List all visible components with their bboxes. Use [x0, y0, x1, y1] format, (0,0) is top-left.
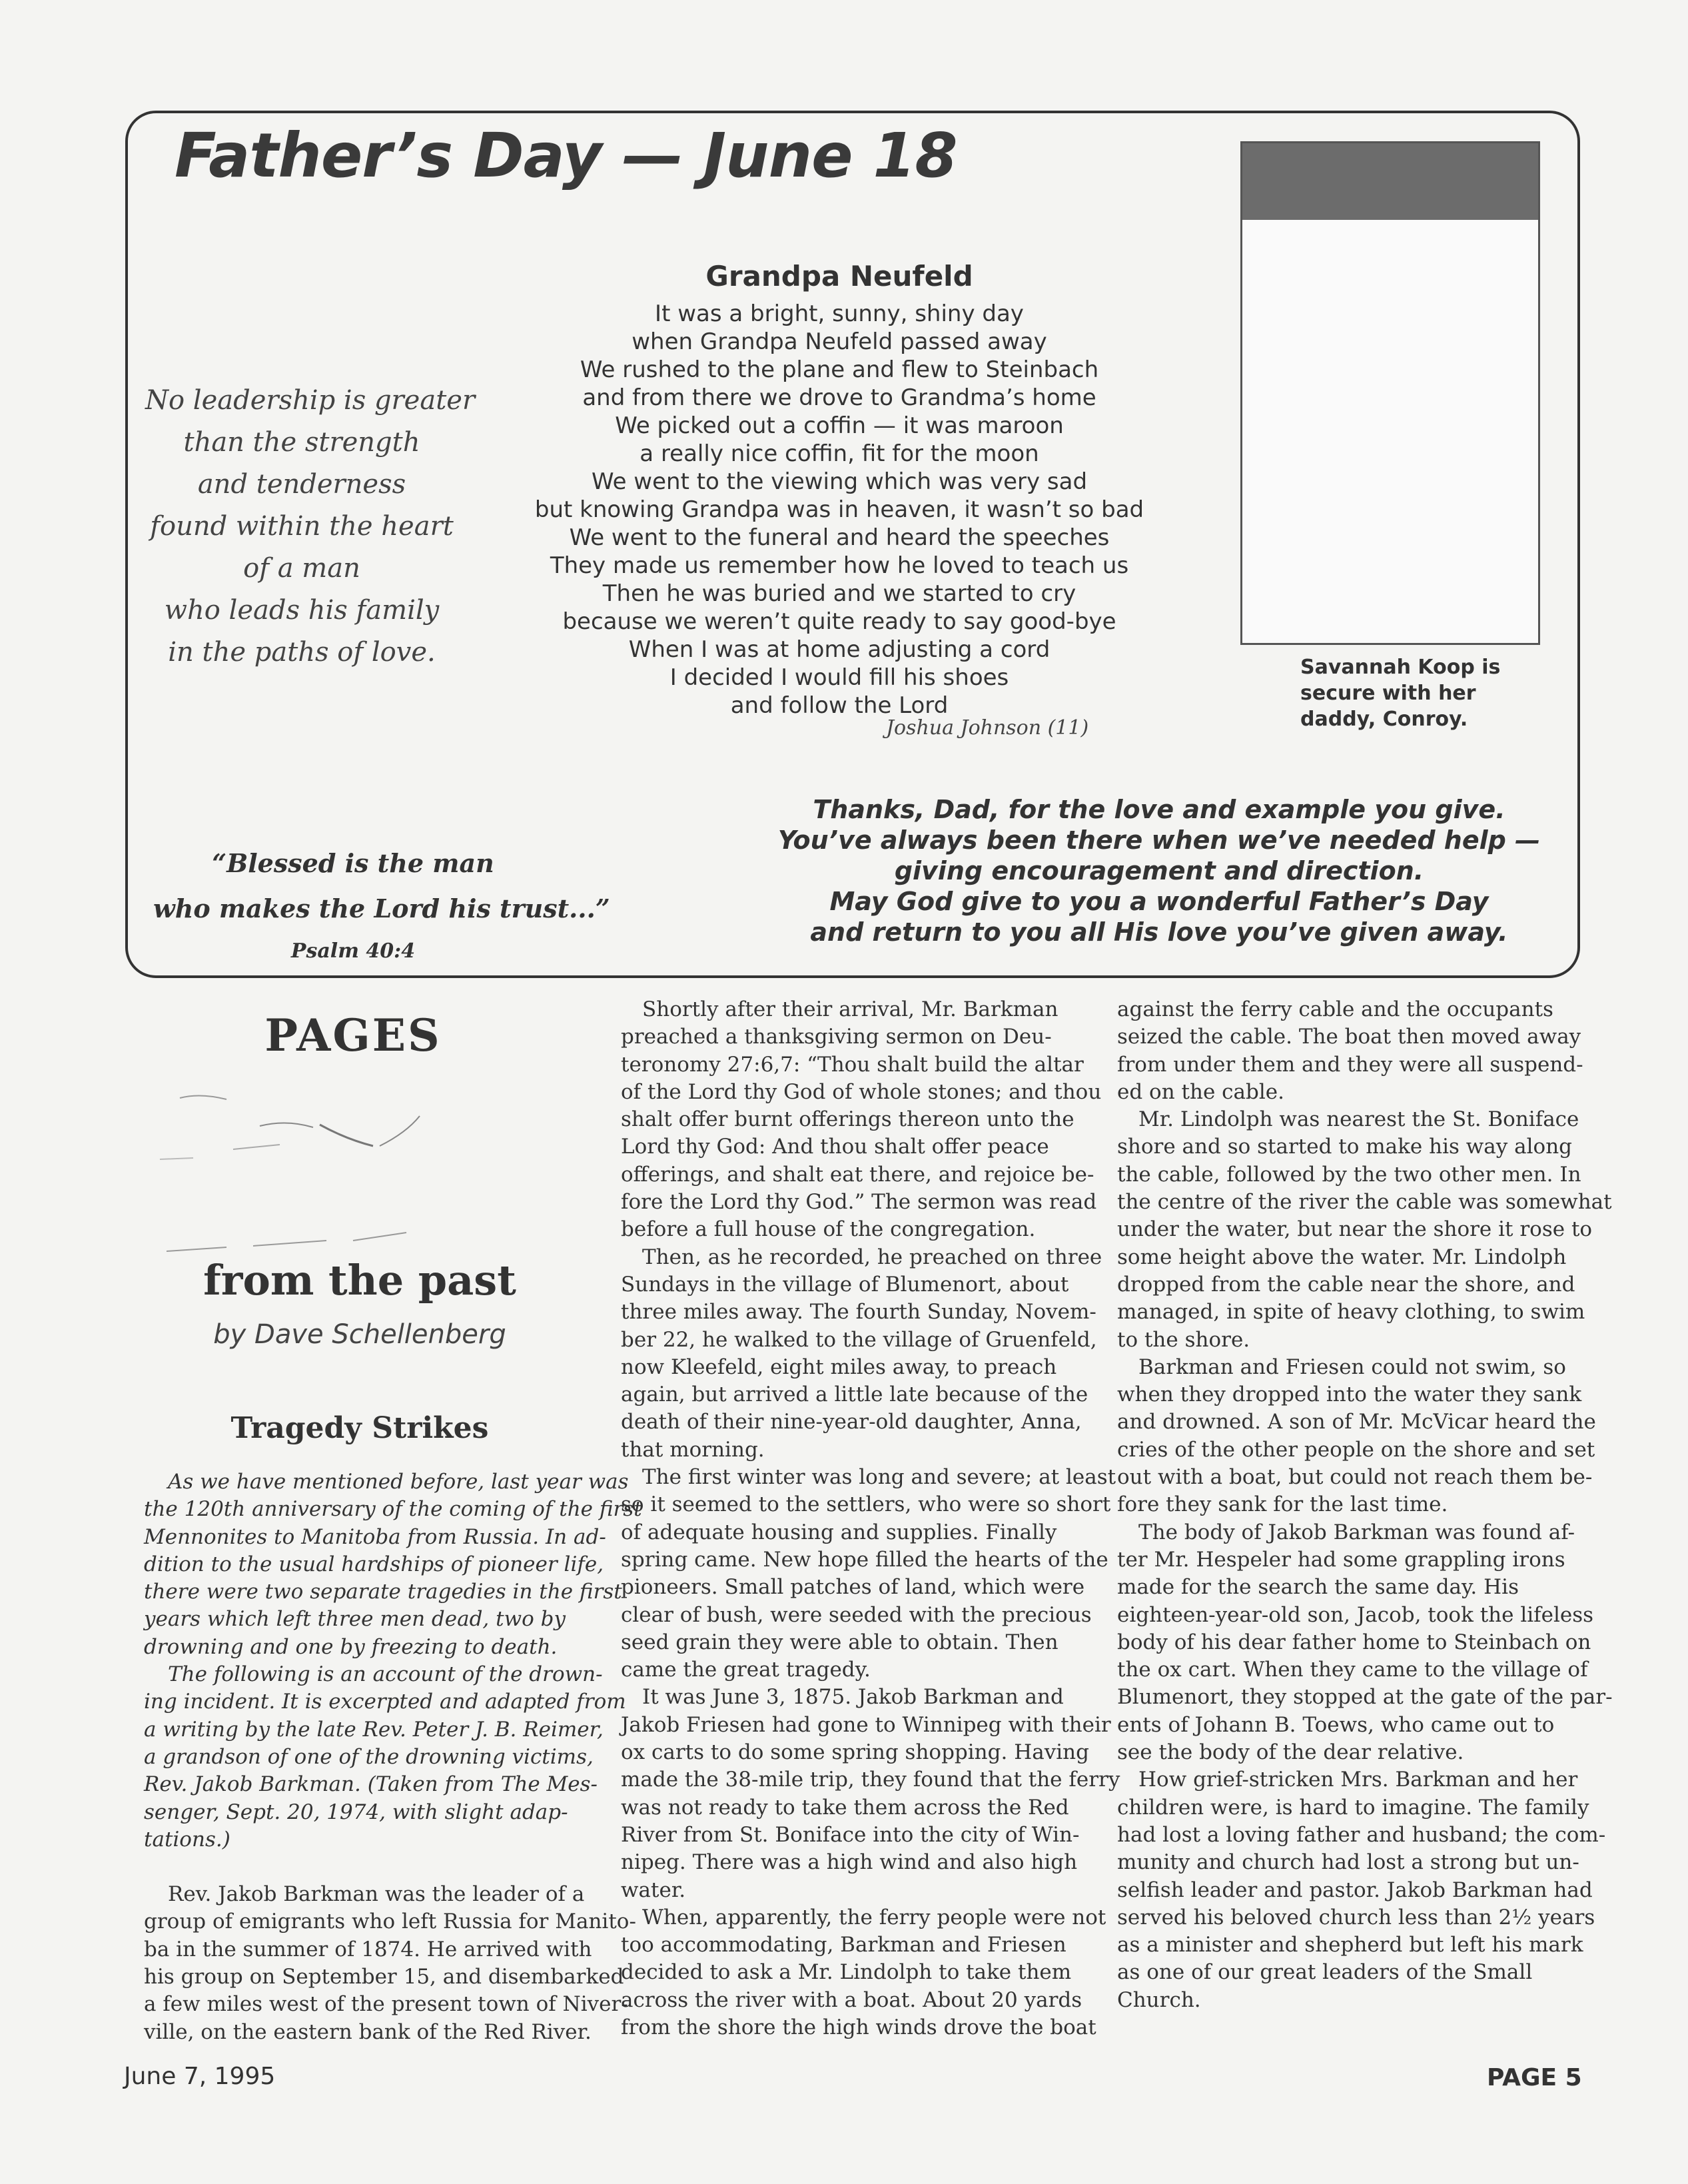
quote-line: who leads his family [164, 595, 440, 626]
intro-line: Rev. Jakob Barkman. (Taken from The Mes- [144, 1772, 598, 1797]
poem-line: because we weren’t quite ready to say good-bye [562, 608, 1116, 635]
poem-line: It was a bright, sunny, shiny day [655, 300, 1024, 327]
caption-line: secure with her [1300, 682, 1476, 705]
body-line: to the shore. [1117, 1327, 1250, 1352]
body-line: When, apparently, the ferry people were not [642, 1905, 1106, 1929]
article-column-3 [1117, 996, 1613, 2014]
body-line: the centre of the river the cable was somewhat [1117, 1190, 1612, 1215]
body-line: dropped from the cable near the shore, and [1117, 1272, 1575, 1297]
poem-line: a really nice coffin, fit for the moon [639, 440, 1039, 467]
body-line: munity and church had lost a strong but un- [1117, 1850, 1579, 1875]
body-line: ents of Johann B. Toews, who came out to [1117, 1712, 1555, 1737]
article-column-2 [621, 996, 1120, 2041]
body-line: fore they sank for the last time. [1117, 1492, 1448, 1517]
quote-line: of a man [243, 553, 360, 584]
body-line: made the 38-mile trip, they found that the ferry [621, 1768, 1120, 1792]
body-line: ville, on the eastern bank of the Red River. [144, 2019, 592, 2044]
body-line: Church. [1117, 1987, 1201, 2012]
body-line: that morning. [621, 1437, 765, 1462]
body-line: Rev. Jakob Barkman was the leader of a [168, 1882, 585, 1907]
body-line: teronomy 27:6,7: “Thou shalt build the altar [621, 1052, 1084, 1077]
page-headline: Father’s Day — June 18 [175, 120, 957, 191]
body-line: of adequate housing and supplies. Finally [621, 1520, 1057, 1544]
poem-line: but knowing Grandpa was in heaven, it wasn’t so bad [534, 496, 1144, 523]
body-line: out with a boat, but could not reach them be- [1117, 1465, 1593, 1490]
page-number: PAGE 5 [1487, 2064, 1582, 2091]
poem-line: We went to the viewing which was very sad [591, 468, 1088, 495]
column-logo-art [153, 1066, 566, 1253]
body-line: How grief-stricken Mrs. Barkman and her [1138, 1768, 1578, 1792]
poem-body [520, 300, 1159, 720]
bible-quote [153, 841, 610, 971]
body-line: Sundays in the village of Blumenort, about [621, 1272, 1069, 1297]
poem-line: We rushed to the plane and flew to Steinbach [580, 356, 1099, 383]
body-line: Then, as he recorded, he preached on three [642, 1245, 1102, 1269]
body-line: under the water, but near the shore it rose to [1117, 1217, 1593, 1242]
column-title-top: PAGES [264, 1009, 442, 1061]
intro-line: ing incident. It is excerpted and adapted from [144, 1690, 626, 1714]
intro-line: Mennonites to Manitoba from Russia. In ad- [144, 1524, 606, 1549]
intro-line: there were two separate tragedies in the first [144, 1580, 622, 1604]
body-line: now Kleefeld, eight miles away, to preach [621, 1355, 1057, 1379]
bible-quote-line: who makes the Lord his trust...” [153, 893, 610, 923]
caption-line: daddy, Conroy. [1300, 708, 1468, 731]
caption-line: Savannah Koop is [1300, 656, 1501, 679]
poem-line: We went to the funeral and heard the speeches [569, 524, 1110, 551]
intro-line: tations.) [144, 1827, 230, 1852]
intro-line: senger, Sept. 20, 1974, with slight adap- [144, 1800, 568, 1824]
body-line: across the river with a boat. About 20 yards [621, 1987, 1082, 2012]
footer-date: June 7, 1995 [124, 2063, 276, 2090]
body-line: water. [621, 1878, 686, 1902]
body-line: body of his dear father home to Steinbach on [1117, 1630, 1591, 1654]
body-line: see the body of the dear relative. [1117, 1740, 1464, 1765]
body-line: three miles away. The fourth Sunday, Novem- [621, 1300, 1096, 1325]
body-line: from the shore the high winds drove the boat [621, 2015, 1096, 2039]
thanks-line: Thanks, Dad, for the love and example you give. [813, 795, 1505, 824]
paragraph-gap [144, 1854, 590, 1881]
quote-line: and tenderness [197, 469, 406, 500]
intro-line: a writing by the late Rev. Peter J. B. Reimer, [144, 1717, 604, 1742]
body-line: clear of bush, were seeded with the precious [621, 1602, 1092, 1627]
thanks-message [759, 794, 1559, 947]
body-line: nipeg. There was a high wind and also high [621, 1850, 1078, 1875]
thanks-line: You’ve always been there when we’ve needed help — [777, 825, 1541, 855]
body-line: as a minister and shepherd but left his mark [1117, 1933, 1583, 1957]
body-line: so it seemed to the settlers, who were so short [621, 1492, 1111, 1517]
photo-caption [1300, 654, 1500, 732]
body-line: children were, is hard to imagine. The family [1117, 1795, 1589, 1820]
body-line: It was June 3, 1875. Jakob Barkman and [642, 1685, 1064, 1710]
body-line: seed grain they were able to obtain. Then [621, 1630, 1058, 1654]
intro-line: the 120th anniversary of the coming of the first [144, 1497, 642, 1522]
body-line: the ox cart. When they came to the village of [1117, 1658, 1588, 1682]
body-line: decided to ask a Mr. Lindolph to take them [621, 1960, 1072, 1985]
body-line: group of emigrants who left Russia for Manito- [144, 1910, 636, 1934]
bible-citation: Psalm 40:4 [290, 939, 416, 963]
photo-dark-band [1242, 143, 1538, 220]
intro-line: a grandson of one of the drowning victims, [144, 1744, 594, 1769]
body-line: preached a thanksgiving sermon on Deu- [621, 1025, 1052, 1049]
body-line: ba in the summer of 1874. He arrived with [144, 1937, 592, 1961]
quote-line: in the paths of love. [168, 637, 436, 668]
body-line: death of their nine-year-old daughter, Anna, [621, 1410, 1082, 1434]
poem-line: When I was at home adjusting a cord [628, 636, 1051, 663]
body-line: when they dropped into the water they sank [1117, 1382, 1582, 1407]
thanks-line: May God give to you a wonderful Father’s Day [829, 887, 1489, 916]
body-line: selfish leader and pastor. Jakob Barkman had [1117, 1878, 1593, 1902]
body-line: before a full house of the congregation. [621, 1217, 1036, 1242]
body-line: The first winter was long and severe; at least [642, 1465, 1116, 1490]
body-line: Jakob Friesen had gone to Winnipeg with their [621, 1712, 1111, 1737]
article-subheading: Tragedy Strikes [230, 1411, 489, 1445]
body-line: fore the Lord thy God.” The sermon was read [621, 1190, 1097, 1215]
body-line: Lord thy God: And thou shalt offer peace [621, 1135, 1049, 1159]
body-line: seized the cable. The boat then moved away [1117, 1025, 1581, 1049]
body-line: shalt offer burnt offerings thereon unto the [621, 1107, 1074, 1132]
bible-quote-line: “Blessed is the man [212, 848, 494, 878]
body-line: spring came. New hope filled the hearts of the [621, 1547, 1108, 1572]
article-column-1 [144, 1468, 642, 2046]
body-line: had lost a loving father and husband; the com- [1117, 1822, 1606, 1847]
family-photo [1240, 141, 1540, 645]
body-line: and drowned. A son of Mr. McVicar heard the [1117, 1410, 1596, 1434]
intro-line: The following is an account of the drown- [168, 1662, 603, 1687]
body-line: ter Mr. Hespeler had some grappling irons [1117, 1547, 1565, 1572]
body-line: The body of Jakob Barkman was found af- [1138, 1520, 1575, 1544]
body-line: eighteen-year-old son, Jacob, took the lifeless [1117, 1602, 1594, 1627]
byline: by Dave Schellenberg [213, 1319, 506, 1350]
poem-line: and from there we drove to Grandma’s home [582, 384, 1096, 411]
body-line: of the Lord thy God of whole stones; and thou [621, 1079, 1102, 1104]
poem-line: We picked out a coffin — it was maroon [615, 412, 1064, 439]
body-line: Blumenort, they stopped at the gate of the par- [1117, 1685, 1613, 1710]
intro-line: dition to the usual hardships of pioneer life, [144, 1552, 604, 1576]
body-line: served his beloved church less than 2½ years [1117, 1905, 1595, 1929]
body-line: cries of the other people on the shore and set [1117, 1437, 1595, 1462]
quote-line: found within the heart [150, 511, 454, 542]
poem-line: Then he was buried and we started to cry [602, 580, 1076, 607]
body-line: shore and so started to make his way along [1117, 1135, 1573, 1159]
body-line: ox carts to do some spring shopping. Having [621, 1740, 1089, 1765]
quote-line: than the strength [183, 427, 420, 458]
intro-line: As we have mentioned before, last year was [168, 1470, 629, 1494]
body-line: River from St. Boniface into the city of Win- [621, 1822, 1080, 1847]
body-line: made for the search the same day. His [1117, 1575, 1519, 1600]
body-line: ed on the cable. [1117, 1079, 1284, 1104]
body-line: from under them and they were all suspend- [1117, 1052, 1583, 1077]
body-line: pioneers. Small patches of land, which were [621, 1575, 1085, 1600]
poem-title: Grandpa Neufeld [705, 260, 973, 292]
poem-line: and follow the Lord [730, 692, 949, 719]
body-line: Shortly after their arrival, Mr. Barkman [642, 997, 1058, 1021]
quote-line: No leadership is greater [145, 385, 476, 416]
thanks-line: and return to you all His love you’ve given away. [810, 917, 1508, 947]
poem-line: They made us remember how he loved to teach us [550, 552, 1129, 579]
body-line: offerings, and shalt eat there, and rejoice be- [621, 1162, 1094, 1187]
body-line: was not ready to take them across the Red [621, 1795, 1069, 1820]
body-line: managed, in spite of heavy clothing, to swim [1117, 1300, 1585, 1325]
poem-author: Joshua Johnson (11) [886, 716, 1089, 740]
column-title-bottom: from the past [203, 1256, 516, 1305]
body-line: again, but arrived a little late because of the [621, 1382, 1088, 1407]
body-line: against the ferry cable and the occupants [1117, 997, 1553, 1021]
thanks-line: giving encouragement and direction. [894, 856, 1424, 885]
intro-line: drowning and one by freezing to death. [144, 1634, 558, 1659]
leadership-quote [145, 380, 476, 674]
body-line: as one of our great leaders of the Small [1117, 1960, 1533, 1985]
body-line: came the great tragedy. [621, 1658, 871, 1682]
poem-line: I decided I would fill his shoes [669, 664, 1009, 691]
body-line: ber 22, he walked to the village of Gruenfeld, [621, 1327, 1097, 1352]
body-line: too accommodating, Barkman and Friesen [621, 1933, 1066, 1957]
body-line: Mr. Lindolph was nearest the St. Boniface [1138, 1107, 1579, 1132]
intro-line: years which left three men dead, two by [144, 1607, 566, 1632]
poem-line: when Grandpa Neufeld passed away [632, 328, 1047, 355]
body-line: a few miles west of the present town of Niver- [144, 1992, 628, 2017]
body-line: some height above the water. Mr. Lindolph [1117, 1245, 1567, 1269]
body-line: the cable, followed by the two other men. In [1117, 1162, 1581, 1187]
body-line: his group on September 15, and disembarked [144, 1965, 624, 1989]
body-line: Barkman and Friesen could not swim, so [1138, 1355, 1566, 1379]
